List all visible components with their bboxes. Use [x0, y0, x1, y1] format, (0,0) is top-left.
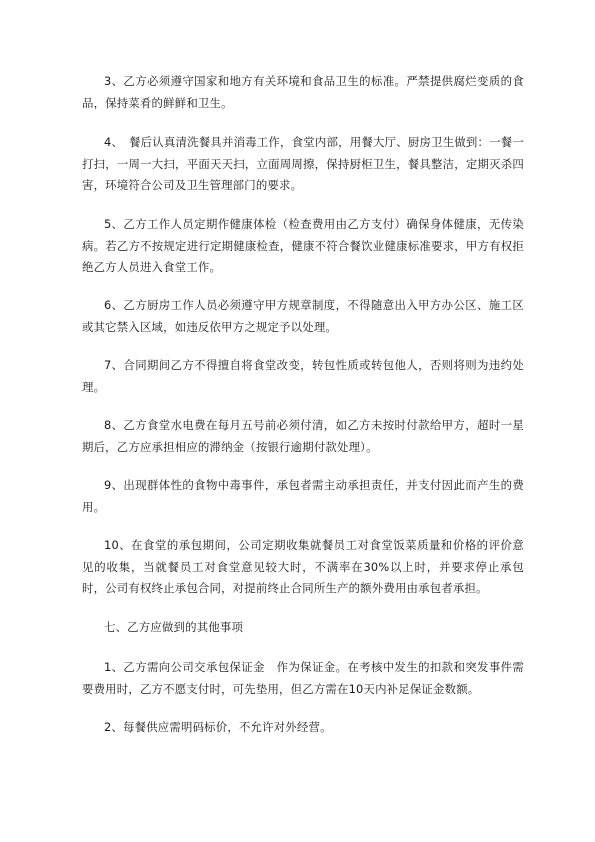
- paragraph-section-item-2: 2、每餐供应需明码标价，不允许对外经营。: [104, 720, 332, 734]
- paragraph-clause-6: 6、乙方厨房工作人员必须遵守甲方规章制度，不得随意出入甲方办公区、施工区或其它禁入区域，如违反依甲方之规定予以处理。: [82, 298, 524, 334]
- paragraph-clause-4: 4、 餐后认真清洗餐具并消毒工作，食堂内部，用餐大厅、厨房卫生做到：一餐一打扫，一周一大扫，平面天天扫，立面周周擦，保持厨柜卫生，餐具整洁，定期灭杀四害，环境符合公司及卫生管理部门的要求。: [82, 135, 524, 192]
- paragraph-clause-9: 9、出现群体性的食物中毒事件，承包者需主动承担责任，并支付因此而产生的费用。: [82, 478, 524, 514]
- section-heading: 七、乙方应做到的其他事项: [104, 620, 244, 634]
- paragraph-clause-10: 10、在食堂的承包期间，公司定期收集就餐员工对食堂饭菜质量和价格的评价意见的收集，当就餐员工对食堂意见较大时，不满率在30%以上时，并要求停止承包时，公司有权终止承包合同，对提前终止合同所生产的额外费用由承包者承担。: [82, 538, 524, 595]
- paragraph-clause-7: 7、合同期间乙方不得擅自将食堂改变，转包性质或转包他人，否则将则为违约处理。: [82, 358, 524, 394]
- paragraph-section-item-1: 1、乙方需向公司交承包保证金 作为保证金。在考核中发生的扣款和突发事件需要费用时，乙方不愿支付时，可先垫用，但乙方需在10天内补足保证金数额。: [82, 660, 524, 696]
- paragraph-clause-5: 5、乙方工作人员定期作健康体检（检查费用由乙方支付）确保身体健康，无传染病。若乙方不按规定进行定期健康检查，健康不符合餐饮业健康标准要求，甲方有权拒绝乙方人员进入食堂工作。: [82, 217, 524, 274]
- paragraph-clause-3: 3、乙方必须遵守国家和地方有关环境和食品卫生的标准。严禁提供腐烂变质的食品，保持菜肴的鲜鲜和卫生。: [82, 74, 524, 110]
- paragraph-clause-8: 8、乙方食堂水电费在每月五号前必须付清，如乙方未按时付款给甲方，超时一星期后，乙方应承担相应的滞纳金（按银行逾期付款处理）。: [82, 418, 524, 454]
